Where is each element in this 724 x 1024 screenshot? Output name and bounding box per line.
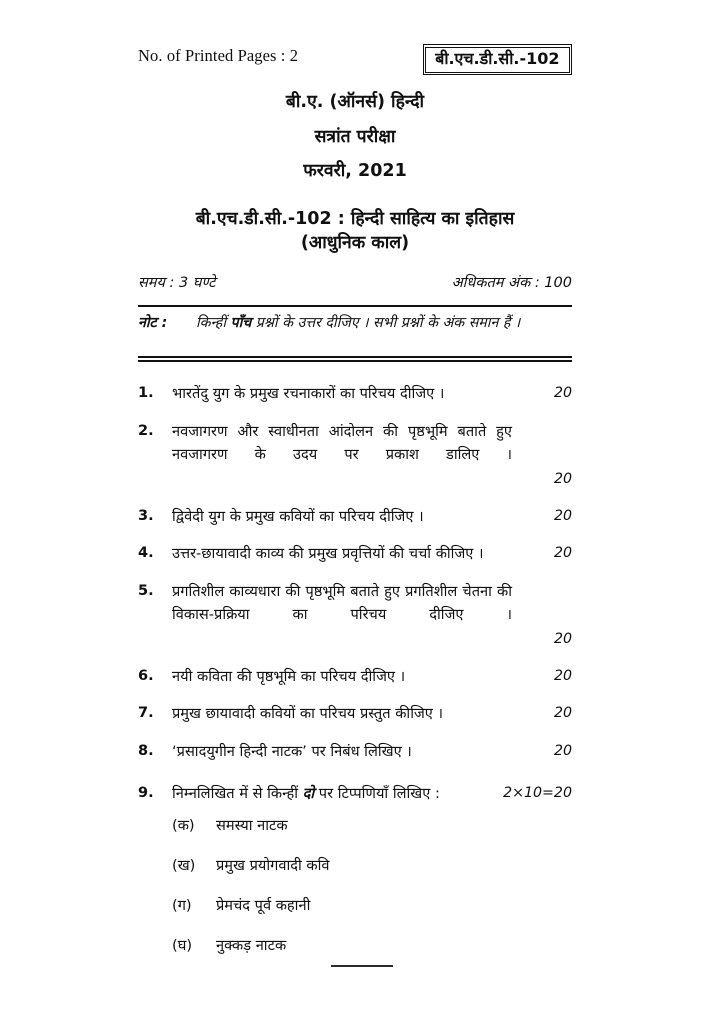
page-header <box>138 44 572 78</box>
subitem-text: प्रमुख प्रयोगवादी कवि <box>216 857 330 875</box>
question-number: 6. <box>138 667 154 684</box>
question-number: 8. <box>138 743 154 760</box>
question9-text-italic: दो <box>302 784 315 802</box>
question-number: 1. <box>138 385 154 401</box>
question-text: भारतेंदु युग के प्रमुख रचनाकारों का परिचय दीजिए । <box>172 385 445 402</box>
question-text: ‘प्रसादयुगीन हिन्दी नाटक’ पर निबंध लिखिए । <box>172 743 412 761</box>
question-number: 5. <box>138 582 154 599</box>
question-number: 4. <box>138 545 154 562</box>
exam-type-title: सत्रांत परीक्षा <box>314 127 396 147</box>
question-marks: 20 <box>553 630 572 647</box>
question-item <box>138 740 572 764</box>
subitem <box>172 895 572 917</box>
question-marks: 2×10=20 <box>503 784 572 801</box>
question-text: प्रगतिशील काव्यधारा की पृष्ठभूमि बताते हुए प्रगतिशील चेतना की विकास-प्रक्रिया का परिचय दीजिए । <box>172 582 512 624</box>
question-number: 9. <box>138 784 154 801</box>
question-text: उत्तर-छायावादी काव्य की प्रमुख प्रवृत्तियों की चर्चा कीजिए । <box>172 545 484 563</box>
question-number: 3. <box>138 507 154 524</box>
bottom-divider-dash <box>331 965 393 967</box>
question9-text-after: पर टिप्पणियाँ लिखिए : <box>314 784 440 802</box>
note-text-after: प्रश्नों के उत्तर दीजिए । सभी प्रश्नों के अंक समान हैं । <box>251 315 521 331</box>
question-item <box>138 542 572 566</box>
question-marks: 20 <box>553 507 572 524</box>
question-marks: 20 <box>553 385 572 401</box>
note-bottom-rule-lower <box>138 360 572 362</box>
subitem <box>172 935 572 957</box>
question-marks: 20 <box>553 470 572 487</box>
note-text-before: किन्हीं <box>196 315 231 331</box>
question-text <box>172 782 486 806</box>
question-text: द्विवेदी युग के प्रमुख कवियों का परिचय दीजिए । <box>172 507 424 525</box>
question-text: प्रमुख छायावादी कवियों का परिचय प्रस्तुत कीजिए । <box>172 705 444 723</box>
question-number: 2. <box>138 422 154 439</box>
subitem-label: (क) <box>172 817 195 835</box>
paper-subtitle: (आधुनिक काल) <box>300 233 410 253</box>
subitem <box>172 815 572 837</box>
note-top-rule <box>138 305 572 307</box>
note-text-bold: पाँच <box>230 315 252 331</box>
note-bottom-rule-upper <box>138 356 572 358</box>
exam-time: समय : 3 घण्टे <box>138 275 216 291</box>
exam-info-row <box>138 272 572 292</box>
note-label: नोट : <box>138 315 168 331</box>
instructions-note <box>138 312 572 334</box>
subitem-label: (ग) <box>172 897 192 915</box>
question-item <box>138 665 572 689</box>
subitem-label: (ख) <box>172 857 196 875</box>
question-item <box>138 420 572 491</box>
subitem <box>172 855 572 877</box>
question-marks: 20 <box>553 705 572 722</box>
question-item <box>138 580 572 651</box>
question-item <box>138 782 572 806</box>
subitem-label: (घ) <box>172 937 193 954</box>
question-text: नयी कविता की पृष्ठभूमि का परिचय दीजिए । <box>172 667 406 685</box>
session-title: फरवरी, 2021 <box>303 161 407 181</box>
question-marks: 20 <box>553 545 572 562</box>
exam-max-marks: अधिकतम अंक : 100 <box>451 275 572 291</box>
programme-title: बी.ए. (ऑनर्स) हिन्दी <box>285 92 425 112</box>
title-block <box>138 92 572 254</box>
question-marks: 20 <box>553 667 572 684</box>
question-marks: 20 <box>553 743 572 760</box>
question-item <box>138 702 572 726</box>
question-number: 7. <box>138 705 154 722</box>
course-code-text: बी.एच.डी.सी.-102 <box>425 47 569 73</box>
subitem-text: प्रेमचंद पूर्व कहानी <box>216 897 311 915</box>
note-text <box>196 312 572 334</box>
question-item <box>138 382 572 406</box>
question9-text-before: निम्नलिखित में से किन्हीं <box>172 784 303 802</box>
subitem-text: नुक्कड़ नाटक <box>216 937 287 954</box>
paper-title: बी.एच.डी.सी.-102 : हिन्दी साहित्य का इतिहास <box>195 209 515 229</box>
subitem-text: समस्या नाटक <box>216 817 288 835</box>
question9-subitem-list <box>172 815 572 957</box>
question-text: नवजागरण और स्वाधीनता आंदोलन की पृष्ठभूमि बताते हुए नवजागरण के उदय पर प्रकाश डालिए । <box>172 422 512 464</box>
course-code-box <box>423 44 572 75</box>
question-item <box>138 505 572 529</box>
question-list <box>138 382 572 975</box>
printed-pages-label: No. of Printed Pages : 2 <box>138 46 299 65</box>
